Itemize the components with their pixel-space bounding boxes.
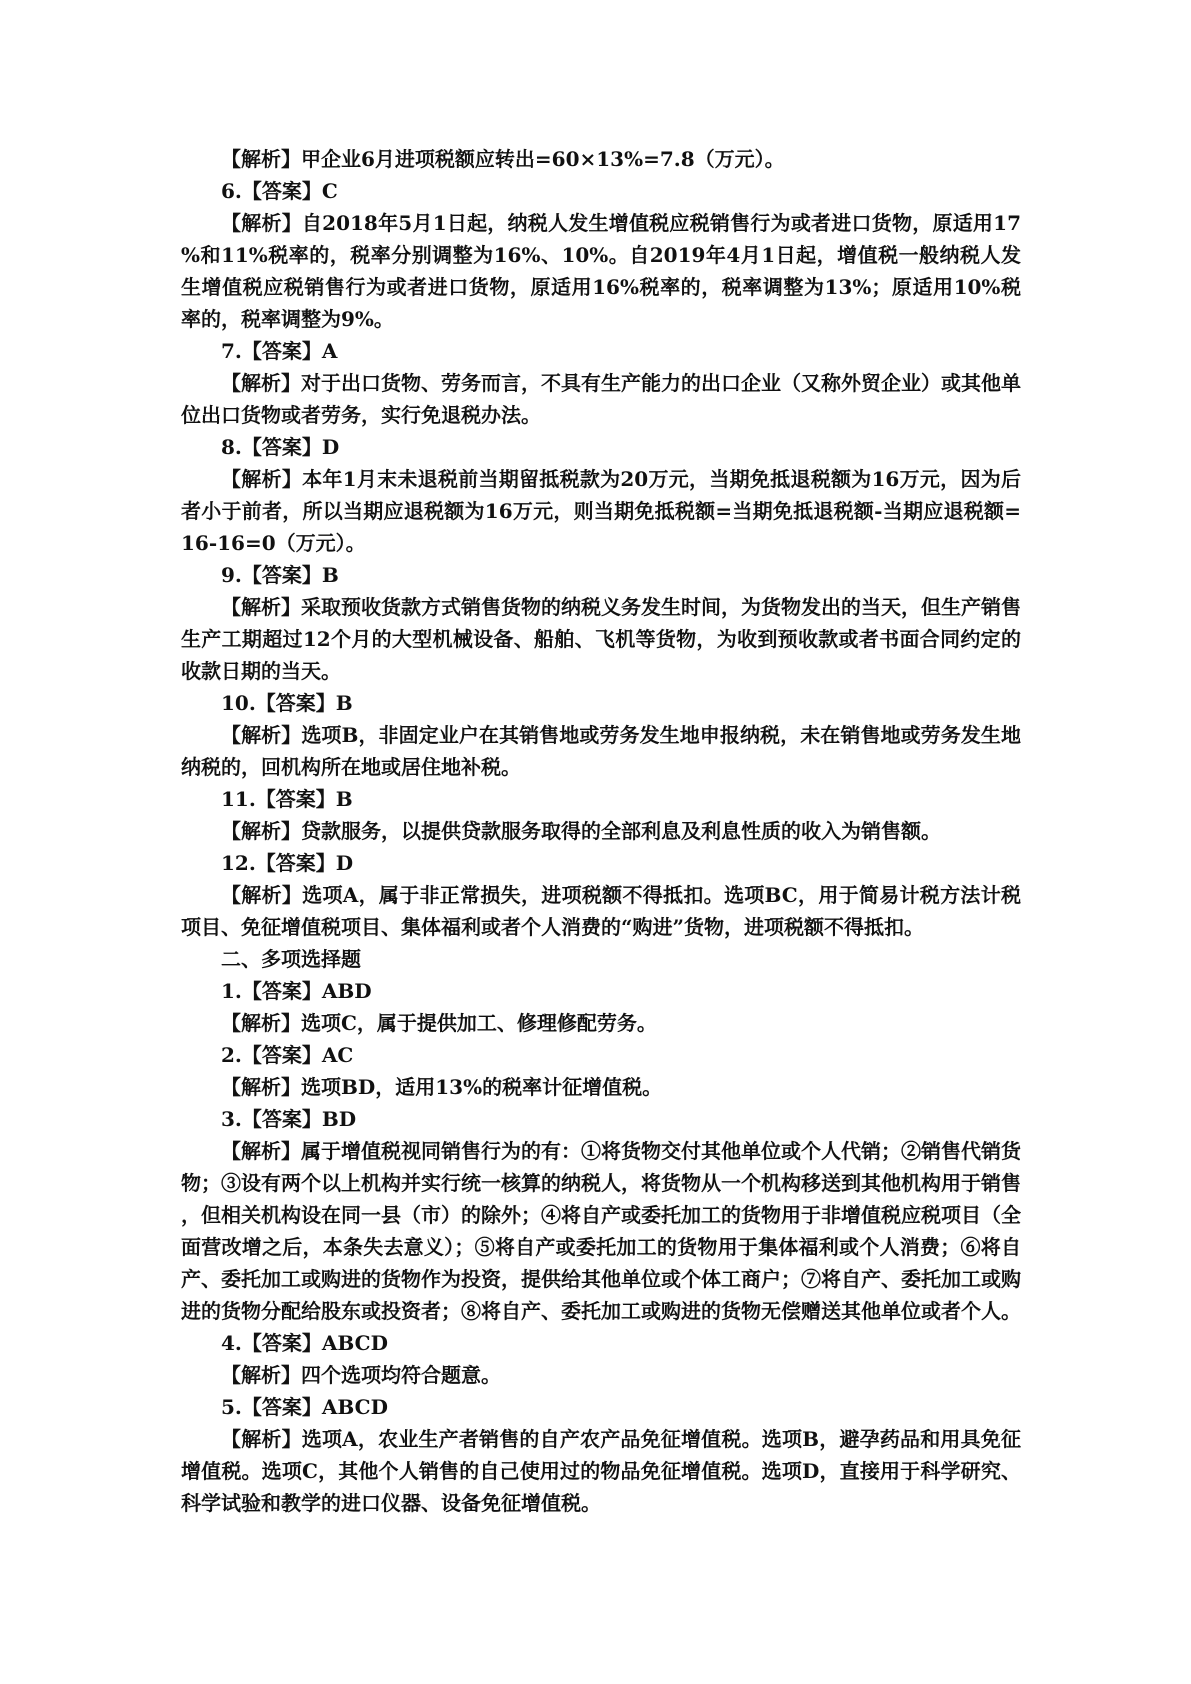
analysis-paragraph: 【解析】属于增值税视同销售行为的有：①将货物交付其他单位或个人代销；②销售代销货物；③设有两个以上机构并实行统一核算的纳税人，将货物从一个机构移送到其他机构用于销售，但相关机构设在同一县（市）的除外；④将自产或委托加工的货物用于非增值税应税项目（全面营改增之后，本条失去意义）；⑤将自产或委托加工的货物用于集体福利或个人消费；⑥将自产、委托加工或购进的货物作为投资，提供给其他单位或个体工商户；⑦将自产、委托加工或购进的货物分配给股东或投资者；⑧将自产、委托加工或购进的货物无偿赠送其他单位或者个人。 [181,1139,1021,1323]
analysis-paragraph: 【解析】采取预收货款方式销售货物的纳税义务发生时间，为货物发出的当天，但生产销售生产工期超过12个月的大型机械设备、船舶、飞机等货物，为收到预收款或者书面合同约定的收款日期的当天。 [181,595,1021,683]
analysis-paragraph: 【解析】甲企业6月进项税额应转出=60×13%=7.8（万元）。 [221,147,785,171]
answer-line: 6.【答案】C [221,179,338,203]
analysis-paragraph: 【解析】选项A，农业生产者销售的自产农产品免征增值税。选项B，避孕药品和用具免征增值税。选项C，其他个人销售的自己使用过的物品免征增值税。选项D，直接用于科学研究、科学试验和教学的进口仪器、设备免征增值税。 [181,1427,1021,1515]
answer-line: 10.【答案】B [221,691,353,715]
analysis-paragraph: 【解析】贷款服务，以提供贷款服务取得的全部利息及利息性质的收入为销售额。 [221,819,941,843]
answer-line: 4.【答案】ABCD [221,1331,388,1355]
answer-line: 7.【答案】A [221,339,338,363]
answer-line: 1.【答案】ABD [221,979,372,1003]
answer-line: 12.【答案】D [221,851,354,875]
answer-line: 11.【答案】B [221,787,353,811]
analysis-paragraph: 【解析】选项B，非固定业户在其销售地或劳务发生地申报纳税，未在销售地或劳务发生地纳税的，回机构所在地或居住地补税。 [181,723,1021,779]
answer-line: 3.【答案】BD [221,1107,357,1131]
answer-line: 5.【答案】ABCD [221,1395,388,1419]
analysis-paragraph: 【解析】选项C，属于提供加工、修理修配劳务。 [221,1011,657,1035]
analysis-paragraph: 【解析】选项BD，适用13%的税率计征增值税。 [221,1075,663,1099]
answer-line: 2.【答案】AC [221,1043,354,1067]
analysis-paragraph: 【解析】选项A，属于非正常损失，进项税额不得抵扣。选项BC，用于简易计税方法计税项目、免征增值税项目、集体福利或者个人消费的“购进”货物，进项税额不得抵扣。 [181,883,1021,939]
document-body [181,143,1021,1519]
analysis-paragraph: 【解析】自2018年5月1日起，纳税人发生增值税应税销售行为或者进口货物，原适用17%和11%税率的，税率分别调整为16%、10%。自2019年4月1日起，增值税一般纳税人发生增值税应税销售行为或者进口货物，原适用16%税率的，税率调整为13%；原适用10%税率的，税率调整为9%。 [181,211,1021,331]
analysis-paragraph: 【解析】对于出口货物、劳务而言，不具有生产能力的出口企业（又称外贸企业）或其他单位出口货物或者劳务，实行免退税办法。 [181,371,1021,427]
section-heading: 二、多项选择题 [221,947,361,971]
answer-line: 9.【答案】B [221,563,339,587]
analysis-paragraph: 【解析】四个选项均符合题意。 [221,1363,501,1387]
analysis-paragraph: 【解析】本年1月末未退税前当期留抵税款为20万元，当期免抵退税额为16万元，因为后者小于前者，所以当期应退税额为16万元，则当期免抵税额=当期免抵退税额-当期应退税额=16-16=0（万元）。 [181,467,1021,555]
answer-line: 8.【答案】D [221,435,340,459]
